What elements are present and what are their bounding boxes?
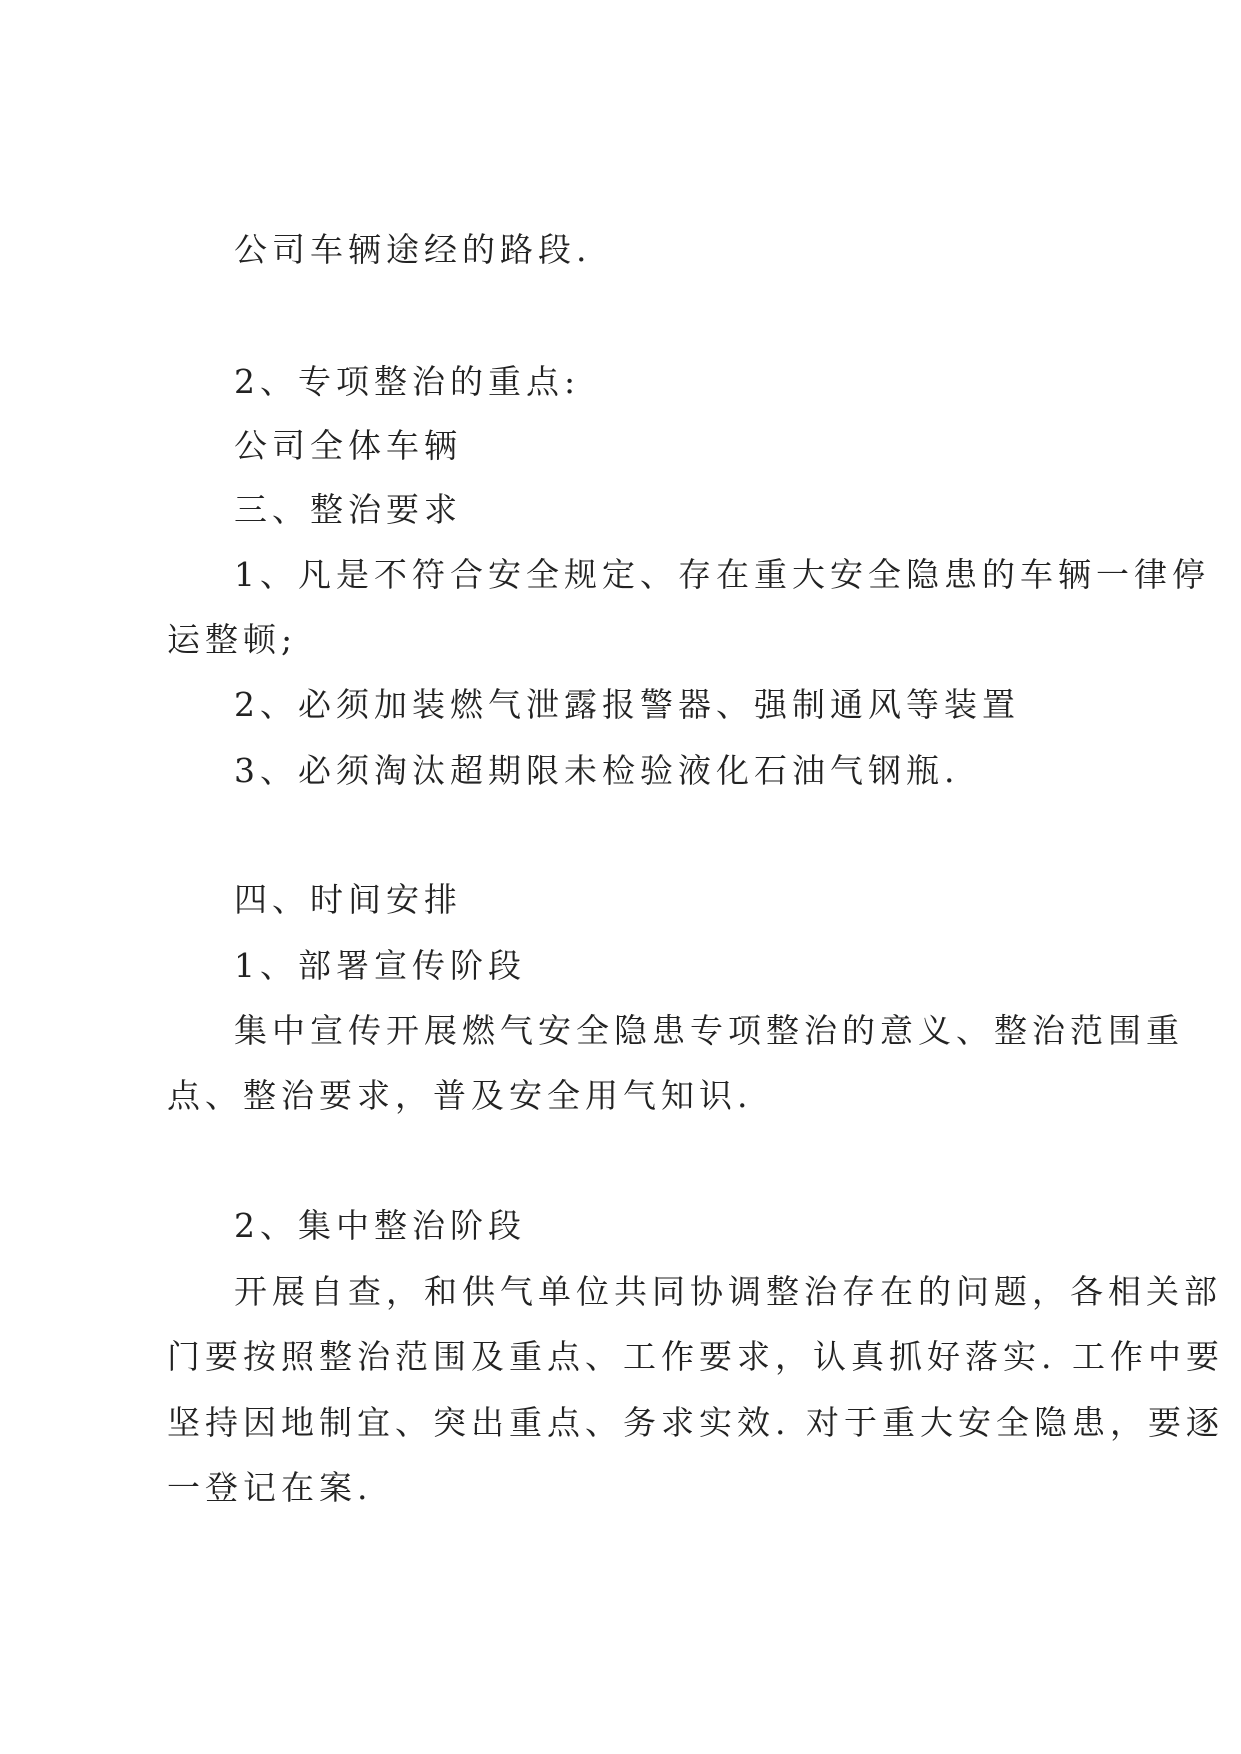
paragraph-line: 公司全体车辆 (234, 426, 462, 465)
paragraph-line: 点、整治要求，普及安全用气知识. (167, 1076, 753, 1115)
paragraph-line: 3、必须淘汰超期限未检验液化石油气钢瓶. (234, 751, 960, 790)
section-heading: 三、整治要求 (234, 490, 462, 529)
section-heading: 1、部署宣传阶段 (234, 946, 526, 985)
paragraph-line: 门要按照整治范围及重点、工作要求，认真抓好落实. 工作中要 (167, 1337, 1224, 1376)
section-heading: 四、时间安排 (234, 880, 462, 919)
paragraph-line: 坚持因地制宜、突出重点、务求实效. 对于重大安全隐患，要逐 (167, 1403, 1224, 1442)
paragraph-line: 1、凡是不符合安全规定、存在重大安全隐患的车辆一律停 (234, 555, 1210, 594)
section-heading: 2、专项整治的重点: (234, 362, 581, 401)
section-heading: 2、集中整治阶段 (234, 1206, 526, 1245)
paragraph-line: 2、必须加装燃气泄露报警器、强制通风等装置 (234, 685, 1020, 724)
paragraph-line: 集中宣传开展燃气安全隐患专项整治的意义、整治范围重 (234, 1011, 1184, 1050)
paragraph-line: 开展自查，和供气单位共同协调整治存在的问题，各相关部 (234, 1272, 1222, 1311)
paragraph-line: 运整顿; (167, 620, 298, 659)
paragraph-line: 公司车辆途经的路段. (234, 230, 592, 269)
paragraph-line: 一登记在案. (167, 1468, 373, 1507)
